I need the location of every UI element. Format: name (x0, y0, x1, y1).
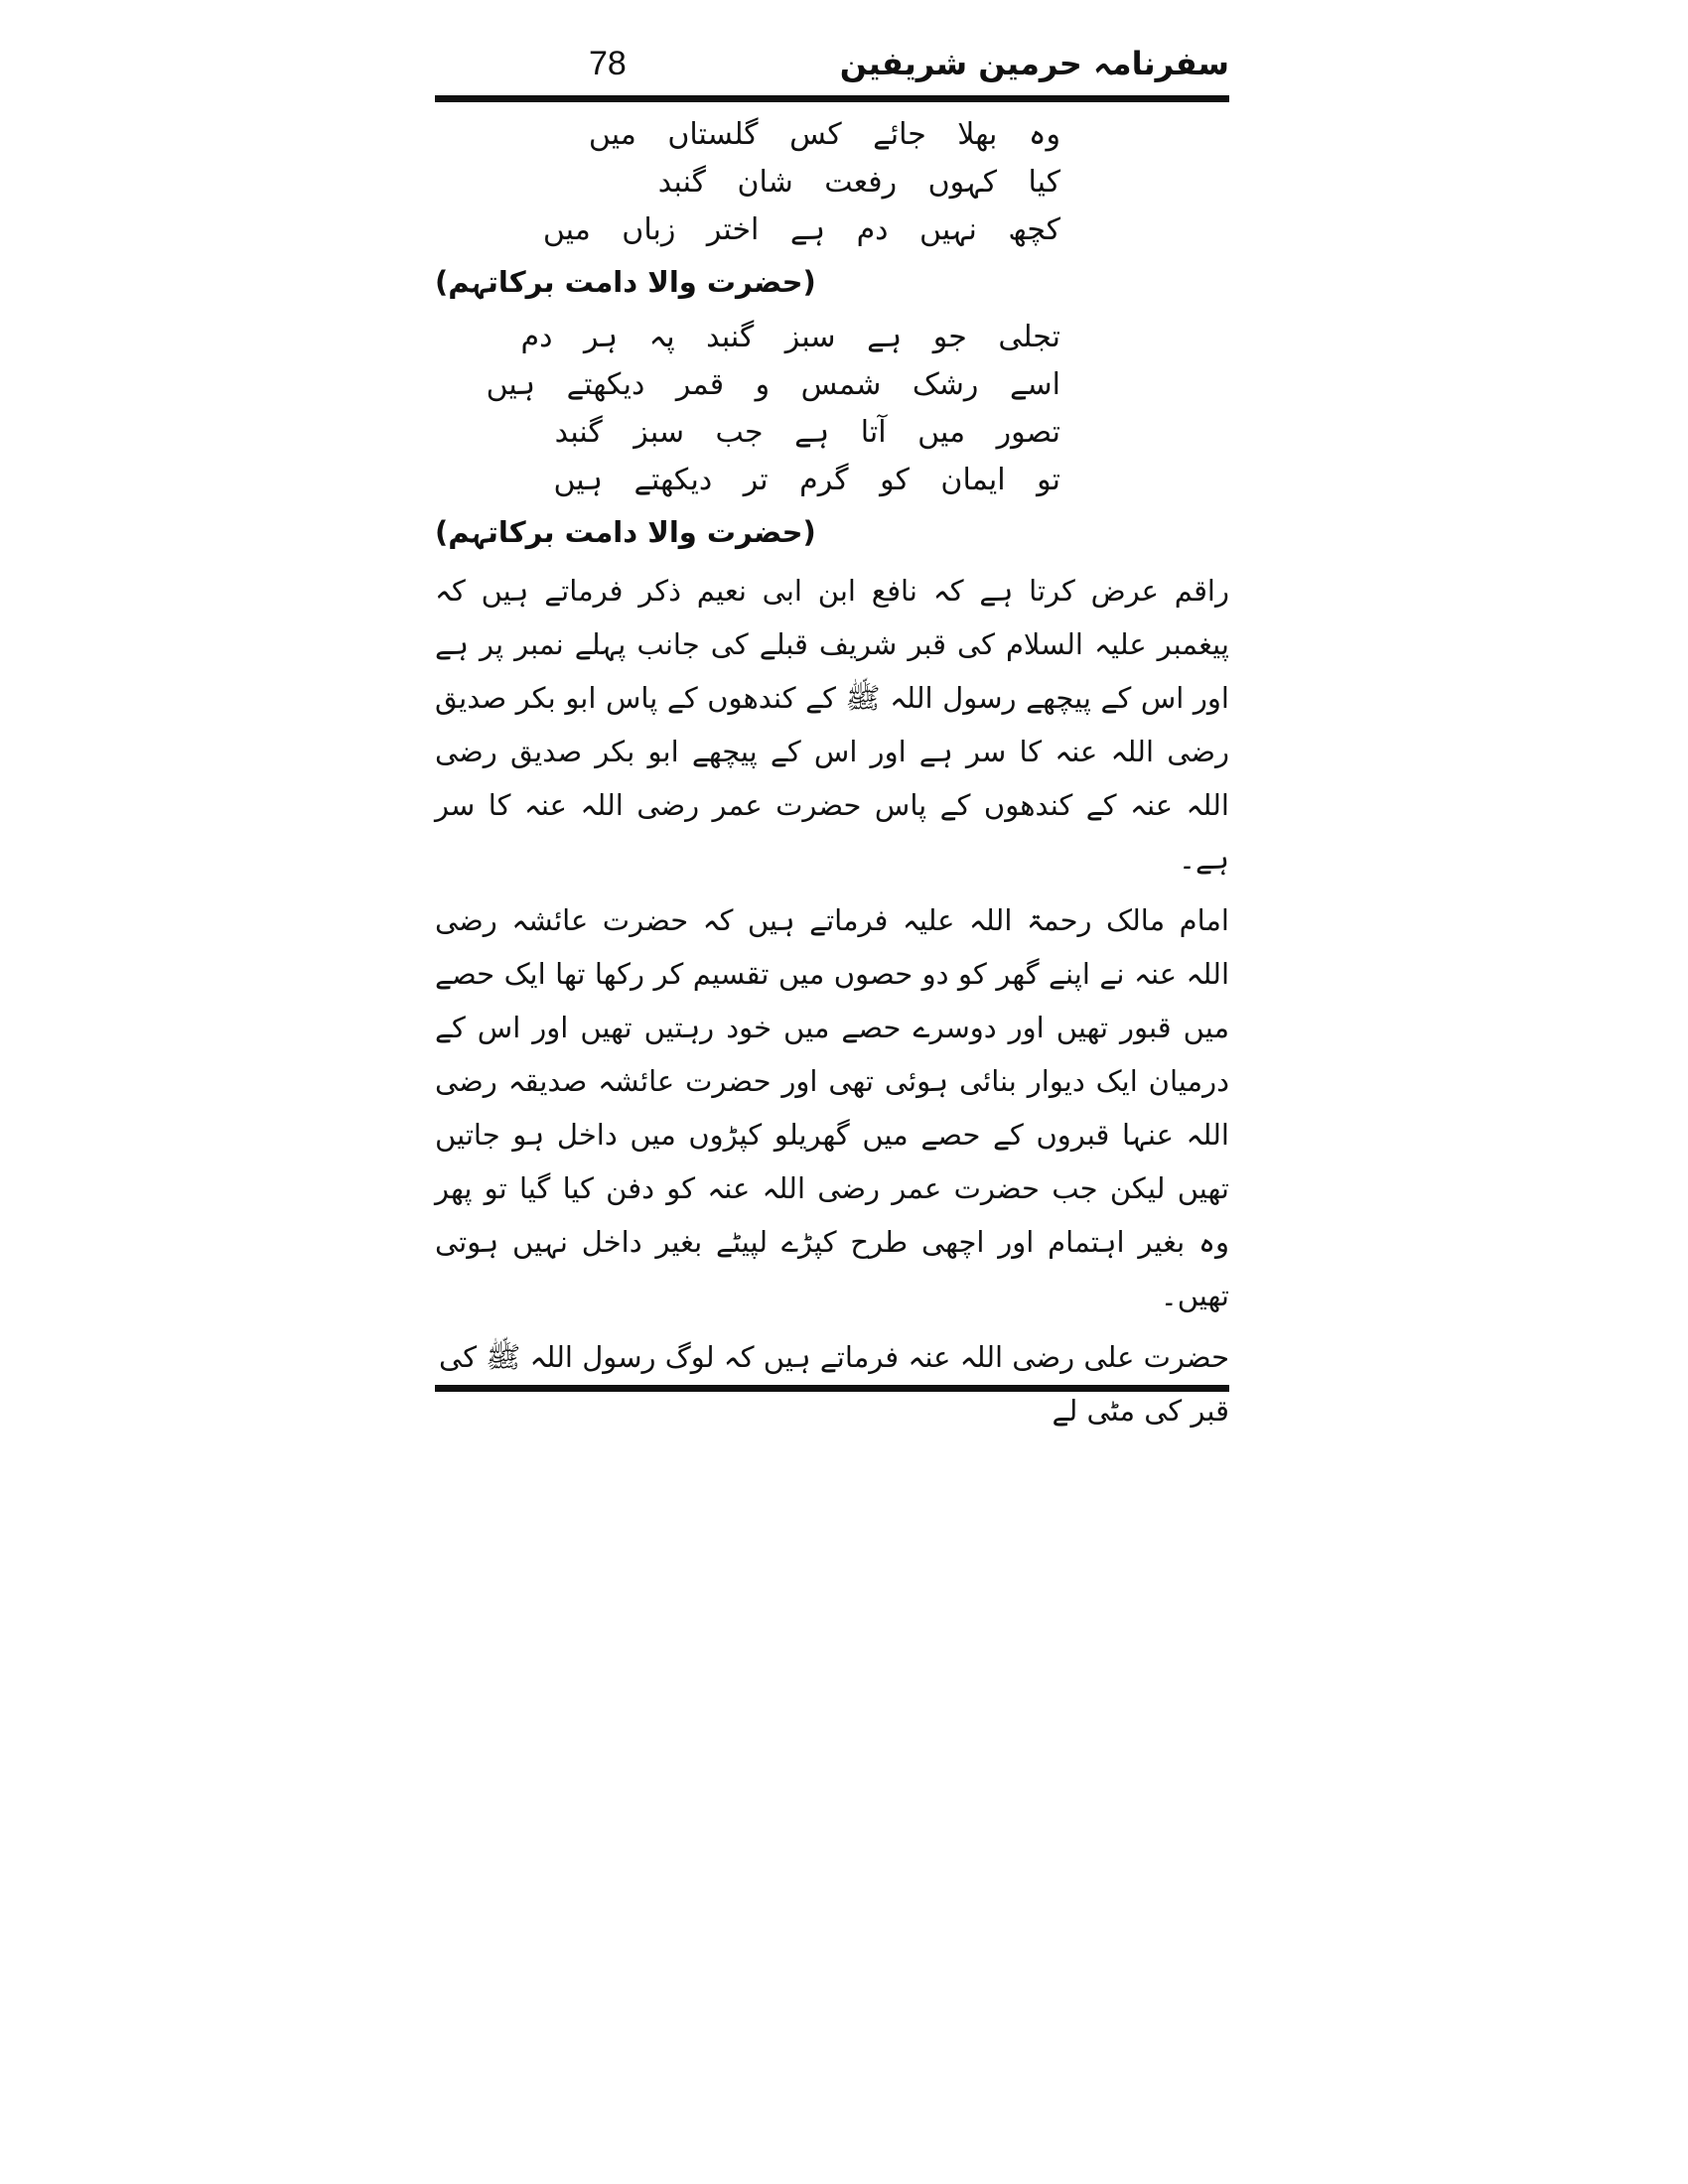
verse-block-1 (542, 111, 1229, 254)
verse-line: وہ بھلا جائے کس گلستاں میں (588, 117, 1060, 152)
header-rule (435, 95, 1229, 102)
verse-line: کیا کہوں رفعت شان گنبد (657, 165, 1060, 200)
footer-rule (435, 1385, 1229, 1392)
verse-attribution (435, 508, 1229, 556)
verse-attribution (435, 258, 1229, 306)
paragraph-continued: حضرت علی رضی اللہ عنہ فرماتے ہیں کہ لوگ رسول اللہ ﷺ کی قبر کی مٹی لے (439, 1340, 1229, 1428)
verse-block-2 (486, 314, 1229, 504)
verse-line: تصور میں آتا ہے جب سبز گنبد (554, 415, 1060, 450)
verse-line: کچھ نہیں دم ہے اختر زباں میں (542, 212, 1060, 247)
paragraph: امام مالک رحمۃ اللہ علیہ فرماتے ہیں کہ حضرت عائشہ رضی اللہ عنہ نے اپنے گھر کو دو حصوں میں تقسیم کر رکھا تھا ایک حصے میں قبور تھیں اور دوسرے حصے میں خود رہتیں تھیں اور اس کے درمیان ایک دیوار بنائی ہوئی تھی اور حضرت عائشہ صدیقہ رضی اللہ عنہا قبروں کے حصے میں گھریلو کپڑوں میں داخل ہو جاتیں تھیں لیکن جب حضرت عمر رضی اللہ عنہ کو دفن کیا گیا تو پھر وہ بغیر اہتمام اور اچھی طرح کپڑے لپیٹے بغیر داخل نہیں ہوتی تھیں۔ (435, 903, 1229, 1312)
verse-line: اسے رشک شمس و قمر دیکھتے ہیں (486, 367, 1060, 402)
book-title: سفرنامہ حرمین شریفین (839, 45, 1229, 82)
attribution-text: (حضرت والا دامت برکاتہم) (435, 515, 816, 549)
page-header (435, 40, 1229, 89)
page-number: 78 (589, 45, 627, 82)
verse-line: تو ایمان کو گرم تر دیکھتے ہیں (553, 463, 1060, 497)
attribution-text: (حضرت والا دامت برکاتہم) (435, 265, 816, 299)
paragraph: راقم عرض کرتا ہے کہ نافع ابن ابی نعیم ذکر فرماتے ہیں کہ پیغمبر علیہ السلام کی قبر شریف قبلے کی جانب پہلے نمبر پر ہے اور اس کے پیچھے رسول اللہ ﷺ کے کندھوں کے پاس ابو بکر صدیق رضی اللہ عنہ کا سر ہے اور اس کے پیچھے ابو بکر صدیق رضی اللہ عنہ کے کندھوں کے پاس حضرت عمر رضی اللہ عنہ کا سر ہے۔ (435, 574, 1229, 876)
page-content (435, 111, 1229, 1428)
verse-line: تجلی جو ہے سبز گنبد پہ ہر دم (520, 320, 1060, 354)
